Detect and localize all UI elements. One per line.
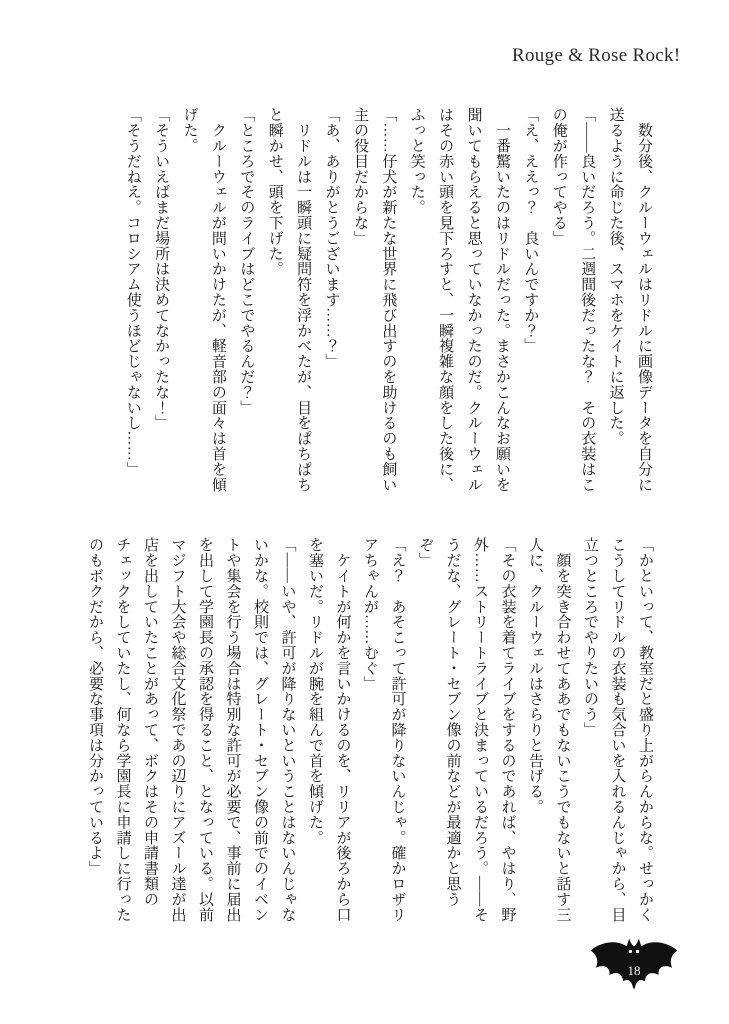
- paragraph: 「ところでそのライブはどこでやるんだ？」: [238, 107, 255, 415]
- page-number: 18: [627, 963, 641, 978]
- text-section-top: [118, 107, 658, 495]
- paragraph: 「え？ あそこって許可が降りないんじゃ。確かロザリアちゃんが……むぐ」: [362, 537, 406, 922]
- paragraph: 数分後、クルーウェルはリドルに画像データを自分に送るように命じた後、スマホをケイトに返した。: [607, 107, 652, 492]
- paragraph: 「そういえばまだ場所は決めてなかったな！」: [153, 107, 170, 431]
- paragraph: 「そうだねえ。コロシアム使うほどじゃないし……」: [124, 107, 141, 477]
- paragraph: 顔を突き合わせてああでもないこうでもないと話す三人に、クルーウェルはさらりと告げる。: [527, 537, 571, 922]
- paragraph: 「――良いだろう。二週間後だったな？ その衣装はこの俺が作ってやる」: [550, 107, 596, 492]
- text-section-bottom: [81, 537, 659, 927]
- running-header-title: Rouge & Rose Rock!: [512, 45, 681, 66]
- paragraph: ケイトが何かを言いかけるのを、リリアが後ろから口を塞いだ。リドルが腕を組んで首を傾げた。: [307, 537, 351, 922]
- page-number-ornament: [589, 934, 679, 992]
- paragraph: 「あ、ありがとうございます……？」: [323, 107, 340, 369]
- paragraph: 「――いや、許可が降りないということはないんじゃないかな。校則では、グレート・セブン像の前でのイベントや集会を行う場合は特別な許可が必要で、事前に届出を出して学園長の承認を得ること、となっている。以前マジフト大会や総合文化祭であの辺りにアズール達が出店を出していたことがあって、ボクはその申請書類のチェックをしていたし、何なら学園長に申請しに行ったのもボクだから、必要な事項は分かっているよ」: [87, 537, 296, 922]
- paragraph: 「……仔犬が新たな世界に飛び出すのを助けるのも飼い主の役目だからな」: [351, 107, 397, 492]
- paragraph: クルーウェルが問いかけたが、軽音部の面々は首を傾げた。: [181, 107, 226, 492]
- paragraph: リドルは一瞬頭に疑問符を浮かべたが、目をぱちぱちと瞬かせ、頭を下げた。: [266, 107, 312, 492]
- paragraph: 「え、ええっ？ 良いんですか？」: [522, 107, 539, 354]
- paragraph: 「かといって、教室だと盛り上がらんからな。せっかくこうしてリドルの衣装も気合いを入れるんじゃから、目立つところでやりたいのう」: [582, 537, 653, 922]
- paragraph: 「その衣装を着てライブをするのであれば、やはり、野外……ストリートライブと決まっているだろう。――そうだな、グレート・セブン像の前などが最適かと思うぞ」: [417, 537, 516, 922]
- paragraph: 一番驚いたのはリドルだった。まさかこんなお願いを聞いてもらえると思っていなかったのだ。クルーウェルはその赤い頭を見下ろすと、一瞬複雑な顔をした後に、ふっと笑った。: [408, 107, 510, 492]
